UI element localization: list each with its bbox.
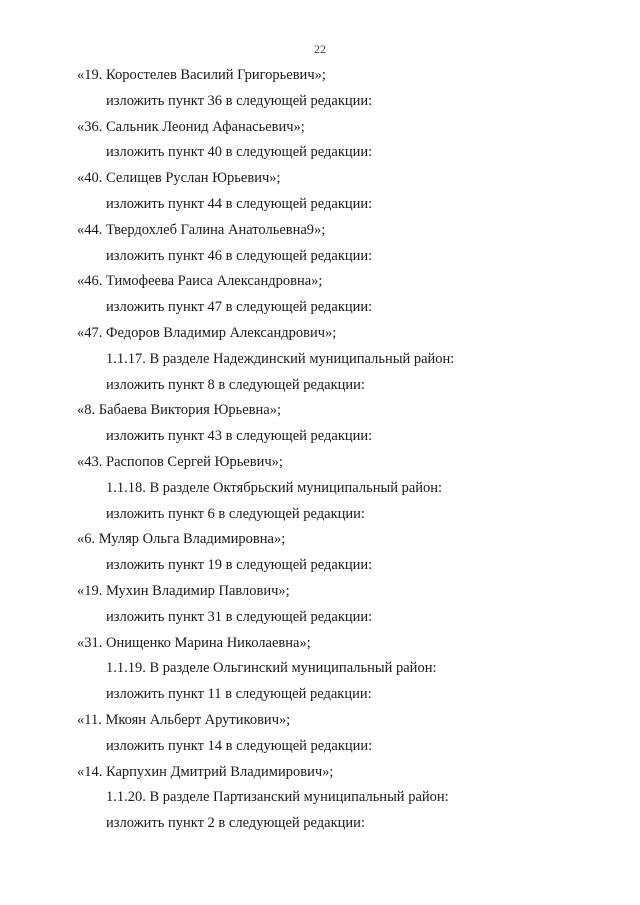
document-line: изложить пункт 36 в следующей редакции: [106, 92, 373, 109]
document-line: 1.1.20. В разделе Партизанский муниципальный район: [106, 789, 449, 806]
document-line: «43. Распопов Сергей Юрьевич»; [77, 454, 283, 470]
document-line: «8. Бабаева Виктория Юрьевна»; [77, 402, 281, 419]
document-line: «19. Коростелев Василий Григорьевич»; [77, 67, 326, 83]
document-line: «44. Твердохлеб Галина Анатольевна9»; [77, 221, 326, 238]
document-line: изложить пункт 19 в следующей редакции: [106, 557, 373, 574]
document-line: 1.1.18. В разделе Октябрьский муниципальный район: [106, 479, 443, 496]
document-line: «6. Муляр Ольга Владимировна»; [77, 531, 286, 548]
document-line: изложить пункт 44 в следующей редакции: [106, 196, 373, 212]
document-line: изложить пункт 31 в следующей редакции: [106, 608, 373, 625]
document-line: «11. Мкоян Альберт Арутикович»; [77, 712, 291, 728]
document-line: «47. Федоров Владимир Александрович»; [77, 325, 337, 341]
document-line: 1.1.19. В разделе Ольгинский муниципальный район: [106, 660, 437, 677]
document-line: изложить пункт 11 в следующей редакции: [106, 686, 372, 703]
document-line: изложить пункт 14 в следующей редакции: [106, 737, 373, 754]
document-line: «40. Селищев Руслан Юрьевич»; [77, 170, 281, 187]
document-line: «19. Мухин Владимир Павлович»; [77, 583, 290, 599]
document-line: «31. Онищенко Марина Николаевна»; [77, 634, 311, 651]
document-line: «14. Карпухин Дмитрий Владимирович»; [77, 763, 334, 780]
document-line: «46. Тимофеева Раиса Александровна»; [77, 273, 323, 290]
document-line: изложить пункт 6 в следующей редакции: [106, 505, 365, 522]
document-line: изложить пункт 43 в следующей редакции: [106, 428, 373, 445]
document-line: изложить пункт 46 в следующей редакции: [106, 247, 373, 264]
document-line: 1.1.17. В разделе Надеждинский муниципальный район: [106, 350, 455, 367]
document-line: изложить пункт 40 в следующей редакции: [106, 144, 373, 161]
document-line: изложить пункт 2 в следующей редакции: [106, 815, 365, 832]
document-line: изложить пункт 8 в следующей редакции: [106, 376, 365, 393]
document-line: «36. Сальник Леонид Афанасьевич»; [77, 118, 305, 135]
document-line: изложить пункт 47 в следующей редакции: [106, 299, 373, 316]
page-number: 22 [314, 42, 326, 56]
